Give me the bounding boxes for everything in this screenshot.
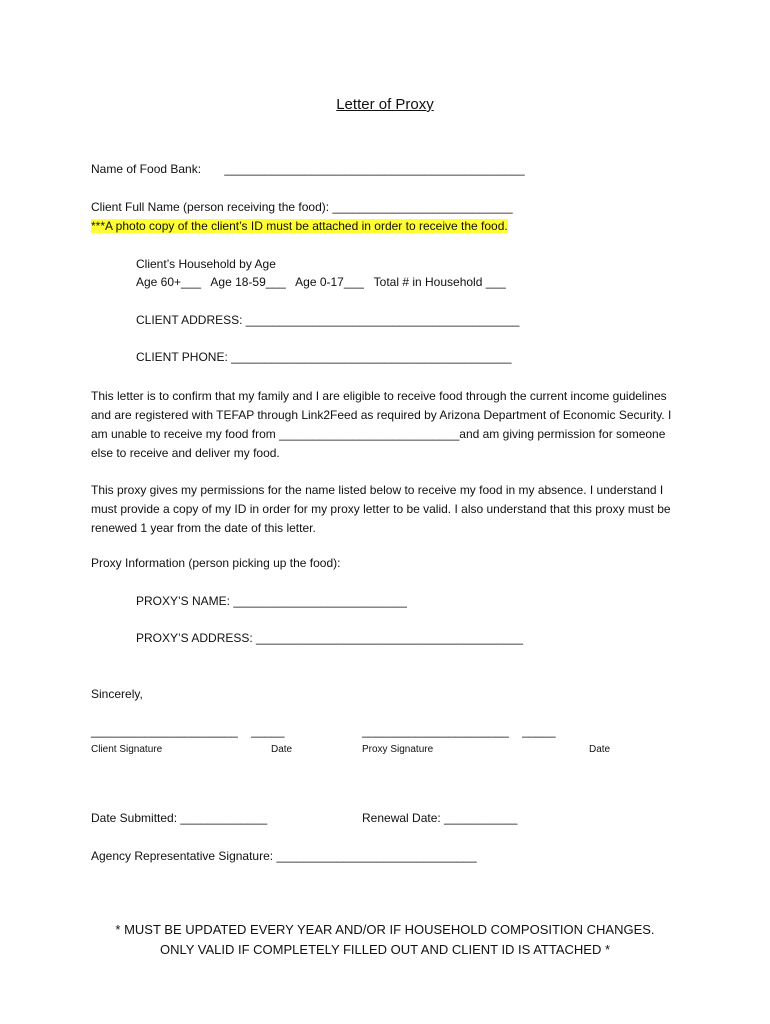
client-signature-label: Client Signature (91, 744, 163, 755)
id-notice (91, 219, 508, 233)
household-ages: Age 60+___ Age 18-59___ Age 0-17___ Total # in Household ___ (136, 275, 506, 289)
proxy-signature-label: Proxy Signature (362, 744, 434, 755)
footer-line-1: * MUST BE UPDATED EVERY YEAR AND/OR IF HOUSEHOLD COMPOSITION CHANGES. (115, 922, 655, 937)
proxy-signature-line: ______________________ _____ (362, 724, 556, 738)
eligibility-paragraph: This letter is to confirm that my family and I are eligible to receive food through the current income guidelines and are registered with TEFAP through Link2Feed as required by Arizona Department of Economic Security. I am unable to receive my food from ___________________________and am giving permission for someone else to receive and deliver my food. (91, 389, 672, 460)
client-name-field: Client Full Name (person receiving the food): ___________________________ (91, 200, 513, 214)
client-signature-line: ______________________ _____ (91, 724, 285, 738)
footer-notice (0, 920, 770, 960)
proxy-info-heading: Proxy Information (person picking up the food): (91, 556, 341, 570)
proxy-address-field: PROXY’S ADDRESS: ________________________________________ (136, 631, 523, 645)
client-address-field: CLIENT ADDRESS: _________________________________________ (136, 313, 520, 327)
client-date-label: Date (271, 744, 293, 755)
sincerely-text: Sincerely, (91, 687, 143, 701)
proxy-date-label: Date (589, 744, 611, 755)
proxy-name-field: PROXY’S NAME: __________________________ (136, 594, 407, 608)
id-notice-highlight: ***A photo copy of the client’s ID must be attached in order to receive the food. (91, 219, 508, 233)
date-submitted-field: Date Submitted: _____________ (91, 811, 268, 825)
footer-line-2: ONLY VALID IF COMPLETELY FILLED OUT AND CLIENT ID IS ATTACHED * (159, 942, 611, 957)
page-title: Letter of Proxy (336, 96, 434, 113)
agency-signature-field: Agency Representative Signature: ______________________________ (91, 849, 477, 863)
permission-paragraph: This proxy gives my permissions for the name listed below to receive my food in my absence. I understand I must provide a copy of my ID in order for my proxy letter to be valid. I also understand that this proxy must be renewed 1 year from the date of this letter. (91, 483, 671, 535)
food-bank-field: Name of Food Bank: _____________________________________________ (91, 162, 525, 176)
client-phone-field: CLIENT PHONE: __________________________________________ (136, 350, 512, 364)
household-heading: Client’s Household by Age (136, 257, 276, 271)
renewal-date-field: Renewal Date: ___________ (362, 811, 518, 825)
